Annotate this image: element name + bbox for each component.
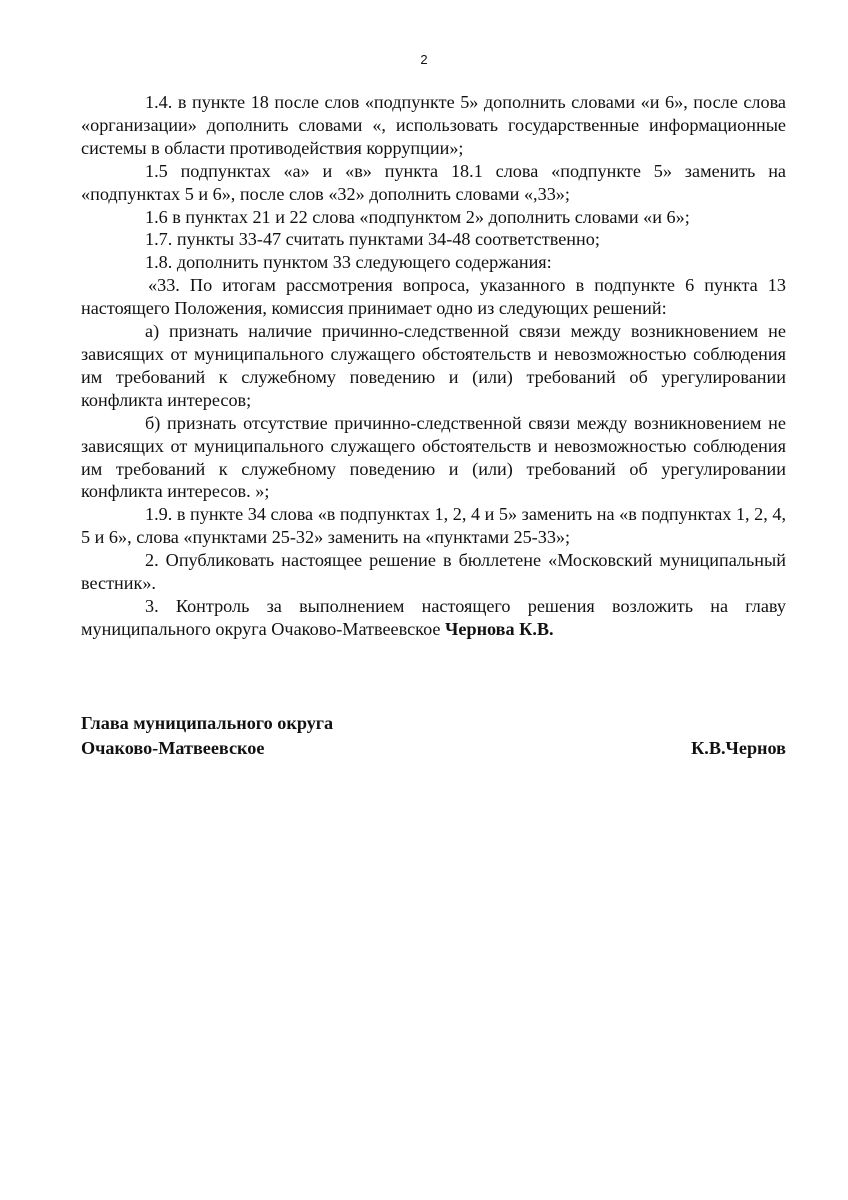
document-body — [81, 91, 786, 641]
signature-block — [81, 711, 786, 761]
paragraph-3-text: 3. Контроль за выполнением настоящего решения возложить на главу муниципального округа Очаково-Матвеевское — [81, 595, 786, 639]
paragraph-option-a: а) признать наличие причинно-следственной связи между возникновением не зависящих от муниципального служащего обстоятельств и невозможностью соблюдения им требований к служебному поведению и (или) требований об урегулировании конфликта интересов; — [81, 321, 786, 410]
paragraph-3-name: Чернова К.В. — [445, 618, 554, 639]
paragraph-1-4: 1.4. в пункте 18 после слов «подпункте 5» дополнить словами «и 6», после слова «организации» дополнить словами «, использовать государственные информационные системы в области противодействия коррупции»; — [81, 92, 786, 158]
signature-title-line-1: Глава муниципального округа — [81, 713, 334, 733]
signature-name: К.В.Чернов — [691, 738, 786, 758]
paragraph-1-7: 1.7. пункты 33-47 считать пунктами 34-48 соответственно; — [145, 229, 600, 250]
paragraph-1-8: 1.8. дополнить пунктом 33 следующего содержания: — [145, 252, 552, 273]
paragraph-1-6: 1.6 в пунктах 21 и 22 слова «подпунктом 2» дополнить словами «и 6»; — [145, 206, 690, 227]
signature-row — [81, 736, 786, 761]
paragraph-1-9: 1.9. в пункте 34 слова «в подпунктах 1, 2, 4 и 5» заменить на «в подпунктах 1, 2, 4, 5 и 6», слова «пунктами 25-32» заменить на «пунктами 25-33»; — [81, 504, 786, 548]
paragraph-2: 2. Опубликовать настоящее решение в бюллетене «Московский муниципальный вестник». — [81, 550, 786, 594]
signature-title-line-2: Очаково-Матвеевское — [81, 738, 265, 758]
paragraph-item-33: «33. По итогам рассмотрения вопроса, указанного в подпункте 6 пункта 13 настоящего Положения, комиссия принимает одно из следующих решений: — [81, 275, 786, 319]
page-number: 2 — [420, 52, 428, 67]
paragraph-1-5: 1.5 подпунктах «а» и «в» пункта 18.1 слова «подпункте 5» заменить на «подпунктах 5 и 6», после слов «32» дополнить словами «,33»; — [81, 160, 786, 204]
paragraph-option-b: б) признать отсутствие причинно-следственной связи между возникновением не зависящих от муниципального служащего обстоятельств и невозможностью соблюдения им требований к служебному поведению и (или) требований об урегулировании конфликта интересов. »; — [81, 412, 786, 502]
paragraph-3 — [81, 595, 786, 641]
